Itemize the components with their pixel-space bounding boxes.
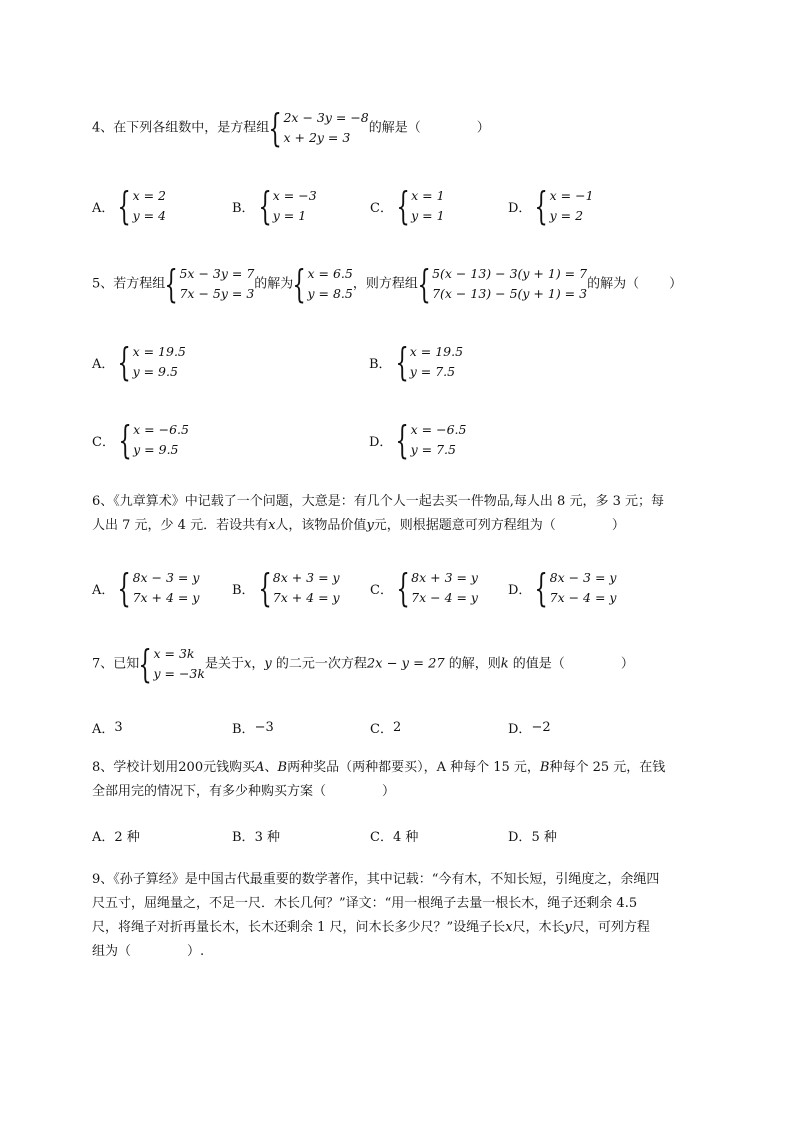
option-line: 8x − 3 = y	[132, 570, 200, 585]
q6-text: 元，则根据题意可列方程组为（	[373, 518, 556, 533]
question-5	[92, 264, 752, 304]
question-7	[92, 644, 732, 684]
q5-option-a: A． { x = 19.5 y = 9.5	[92, 340, 186, 384]
option-line: 7x − 4 = y	[549, 590, 617, 605]
q4-system: { 2x − 3y = −8 x + 2y = 3	[268, 106, 369, 150]
q7-prefix: 7、已知	[92, 656, 140, 672]
option-line: x = −6.5	[410, 422, 467, 437]
q9-text: 组为（	[92, 944, 132, 959]
q7-text: 的解，则	[444, 656, 501, 672]
q9-var-x: x	[505, 920, 513, 935]
q8-text: 全部用完的情况下，有多少种购买方案（	[92, 784, 327, 799]
option-line: x = −1	[549, 188, 594, 203]
q8-text: 、	[264, 760, 278, 775]
q5-eq: y = 8.5	[307, 286, 353, 301]
option-line: 7x + 4 = y	[272, 590, 340, 605]
q7-equation: 2x − y = 27	[366, 656, 445, 672]
q6-option-c: C． { 8x + 3 = y 7x − 4 = y	[370, 566, 478, 610]
q8-var-b: B	[277, 760, 288, 775]
option-label: B．	[232, 200, 255, 216]
option-line: y = 9.5	[133, 442, 179, 457]
option-label: D．	[508, 721, 532, 737]
q4-option-d: D． { x = −1 y = 2	[508, 184, 594, 228]
option-text: 5 种	[531, 829, 557, 845]
q5-eq: 5x − 3y = 7	[179, 266, 255, 281]
q6-options	[92, 568, 616, 608]
q7-close: ）	[620, 656, 634, 672]
option-label: B．	[232, 721, 255, 737]
q6-var-x: x	[268, 518, 276, 533]
q7-var-y: y	[264, 656, 272, 672]
q5-eq: 7(x − 13) − 5(y + 1) = 3	[432, 286, 588, 301]
q6-text: 人出 7 元，少 4 元．若设共有	[92, 518, 269, 533]
option-text: 3	[114, 719, 123, 735]
q7-eq: y = −3k	[153, 666, 205, 681]
q5-close: ）	[669, 276, 683, 292]
option-line: y = 1	[411, 208, 445, 223]
q8-var-b: B	[539, 760, 550, 775]
q7-var-k: k	[500, 656, 509, 672]
q9-line-2: 尺五寸，屈绳量之，不足一尺．木长几何？”译文：“用一根绳子去量一根长木，绳子还剩余 4.5	[92, 896, 638, 911]
q6-option-b: B． { 8x + 3 = y 7x + 4 = y	[232, 566, 340, 610]
q5-suffix: 的解为（	[587, 276, 640, 292]
option-line: 7x − 4 = y	[411, 590, 478, 605]
option-line: 7x + 4 = y	[132, 590, 200, 605]
option-line: y = 7.5	[410, 442, 456, 457]
option-line: 8x + 3 = y	[272, 570, 340, 585]
q4-option-a: A． { x = 2 y = 4	[92, 184, 167, 228]
q7-var-x: x	[243, 656, 252, 672]
q9-text: 尺，将绳子对折再量长木，长木还剩余 1 尺，问木长多少尺？”设绳子长	[92, 920, 506, 935]
option-line: 8x − 3 = y	[549, 570, 617, 585]
q5-system-3: { 5(x − 13) − 3(y + 1) = 7 7(x − 13) − 5(y + 1) = 3	[417, 262, 588, 306]
q9-line-4	[92, 940, 752, 964]
q6-line-2	[92, 514, 752, 538]
option-label: D．	[508, 582, 532, 598]
q7-text: 的二元一次方程	[271, 656, 367, 672]
question-6	[92, 490, 752, 538]
q9-text: 尺，可列方程	[571, 920, 650, 935]
option-line: y = 7.5	[409, 364, 456, 379]
option-line: x = 19.5	[409, 344, 464, 359]
option-line: 8x + 3 = y	[411, 570, 478, 585]
q7-options	[92, 716, 551, 738]
q8-line-1	[92, 756, 752, 780]
q7-text: 是关于	[204, 656, 244, 672]
q6-close: ）	[611, 518, 625, 533]
q5-mid2: ，则方程组	[352, 276, 418, 292]
option-label: A．	[92, 721, 115, 737]
q4-eq2: x + 2y = 3	[283, 130, 351, 145]
option-line: x = 1	[411, 188, 445, 203]
q5-system-1: { 5x − 3y = 7 7x − 5y = 3	[164, 262, 255, 306]
q5-eq: 7x − 5y = 3	[179, 286, 255, 301]
option-label: C．	[370, 829, 393, 845]
q6-var-y: y	[366, 518, 374, 533]
q7-system: { x = 3k y = −3k	[138, 642, 205, 686]
option-text: −3	[254, 719, 274, 735]
option-line: y = 1	[272, 208, 307, 223]
q9-text: 尺，木长	[512, 920, 565, 935]
option-line: x = 19.5	[132, 344, 186, 359]
q8-close: ）	[382, 784, 396, 799]
option-text: 2	[392, 719, 402, 735]
q8-option-c	[370, 826, 508, 845]
option-line: y = 2	[549, 208, 584, 223]
q9-line-1: 9、《孙子算经》是中国古代最重要的数学著作，其中记载：“今有木，不知长短，引绳度之，余绳四	[92, 872, 660, 887]
q5-eq: x = 6.5	[307, 266, 353, 281]
q7-option-d	[508, 718, 551, 737]
option-label: A．	[92, 582, 115, 598]
q8-text: 种每个 25 元，在钱	[549, 760, 666, 775]
option-label: A．	[92, 829, 115, 845]
q6-text: 人，该物品价值	[275, 518, 367, 533]
q5-options-row2	[92, 420, 466, 460]
q5-system-2: { x = 6.5 y = 8.5	[292, 262, 353, 306]
option-label: C．	[370, 721, 393, 737]
option-label: B．	[369, 356, 392, 372]
option-line: x = −3	[272, 188, 317, 203]
option-label: B．	[232, 829, 255, 845]
option-label: C．	[370, 582, 393, 598]
option-line: y = 9.5	[132, 364, 178, 379]
q7-text: 的值是（	[508, 656, 565, 672]
option-text: −2	[531, 719, 551, 735]
q7-eq: x = 3k	[153, 646, 195, 661]
option-label: D．	[508, 200, 532, 216]
q4-prefix: 4、在下列各组数中，是方程组	[92, 120, 270, 136]
q8-option-d	[508, 826, 557, 845]
option-text: 3 种	[254, 829, 280, 845]
option-line: x = −6.5	[133, 422, 189, 437]
q7-option-a	[92, 718, 232, 737]
question-8	[92, 756, 752, 804]
question-9	[92, 868, 752, 964]
q5-option-d: D． { x = −6.5 y = 7.5	[369, 418, 467, 462]
option-label: B．	[232, 582, 255, 598]
q8-option-b	[232, 826, 370, 845]
option-label: D．	[369, 434, 393, 450]
option-text: 2 种	[114, 829, 140, 845]
q4-suffix: 的解是（	[368, 120, 421, 136]
option-text: 4 种	[392, 829, 419, 845]
q4-option-b: B． { x = −3 y = 1	[232, 184, 317, 228]
q7-option-c	[370, 718, 508, 737]
q8-option-a	[92, 826, 232, 845]
q4-options	[92, 186, 594, 226]
q8-text: 两种奖品（两种都要买），A 种每个 15 元，	[287, 760, 540, 775]
q8-options	[92, 824, 557, 846]
q5-options-row1	[92, 342, 463, 382]
q7-text: ，	[251, 656, 265, 672]
q9-close: ）.	[187, 944, 205, 959]
q5-eq: 5(x − 13) − 3(y + 1) = 7	[432, 266, 588, 281]
q5-prefix: 5、若方程组	[92, 276, 166, 292]
q9-line-3	[92, 916, 752, 940]
q6-option-d: D． { 8x − 3 = y 7x − 4 = y	[508, 566, 617, 610]
q4-close: ）	[476, 120, 490, 136]
option-label: C．	[92, 434, 115, 450]
q7-option-b	[232, 718, 370, 737]
question-4	[92, 108, 732, 148]
q8-text: 8、学校计划用200元钱购买	[92, 760, 256, 775]
q4-eq1: 2x − 3y = −8	[283, 110, 369, 125]
q5-mid1: 的解为	[254, 276, 294, 292]
q8-line-2	[92, 780, 752, 804]
option-label: C．	[370, 200, 393, 216]
q5-option-b: B． { x = 19.5 y = 7.5	[369, 340, 464, 384]
option-label: A．	[92, 200, 115, 216]
q6-option-a: A． { 8x − 3 = y 7x + 4 = y	[92, 566, 200, 610]
q4-option-c: C． { x = 1 y = 1	[370, 184, 445, 228]
option-label: A．	[92, 356, 115, 372]
option-label: D．	[508, 829, 532, 845]
option-line: x = 2	[132, 188, 167, 203]
q5-option-c: C． { x = −6.5 y = 9.5	[92, 418, 189, 462]
q6-line-1: 6、《九章算术》中记载了一个问题，大意是：有几个人一起去买一件物品,每人出 8 元，多 3 元；每	[92, 494, 664, 509]
option-line: y = 4	[132, 208, 167, 223]
q8-var-a: A	[255, 760, 265, 775]
q9-var-y: y	[564, 920, 572, 935]
